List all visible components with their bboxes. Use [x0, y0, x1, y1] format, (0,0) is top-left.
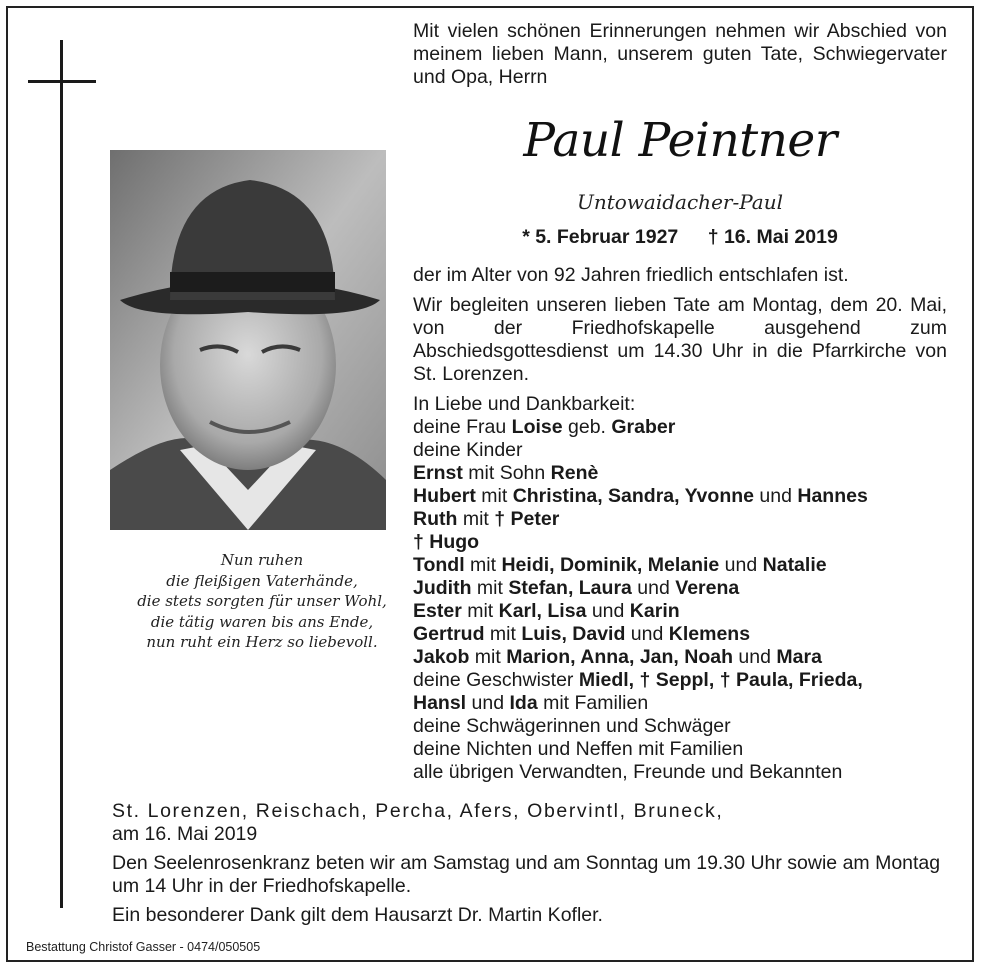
- verse-line: Nun ruhen: [220, 551, 304, 569]
- places: St. Lorenzen, Reischach, Percha, Afers, Obervintl, Bruneck,: [112, 800, 724, 822]
- nickname: Untowaidacher-Paul: [577, 190, 783, 214]
- thanks-line: Ein besonderer Dank gilt dem Hausarzt Dr. Martin Kofler.: [112, 904, 603, 926]
- undertaker-credit: Bestattung Christof Gasser - 0474/050505: [26, 940, 261, 954]
- others-line: alle übrigen Verwandten, Freunde und Bekannten: [413, 761, 843, 783]
- family-line: Ruth mit † Peter: [413, 508, 560, 530]
- age-line: der im Alter von 92 Jahren friedlich entschlafen ist.: [413, 264, 849, 286]
- place-and-date: [112, 800, 952, 846]
- funeral-details: Wir begleiten unseren lieben Tate am Montag, dem 20. Mai, von der Friedhofskapelle ausgehend zum Abschiedsgottesdienst um 14.30 Uhr in die Pfarrkirche von St. Lorenzen.: [413, 294, 947, 385]
- family-line: Gertrud mit Luis, David und Klemens: [413, 623, 751, 645]
- announcement-date: am 16. Mai 2019: [112, 823, 258, 845]
- family-line: Ester mit Karl, Lisa und Karin: [413, 600, 680, 622]
- memorial-verse: [110, 550, 414, 653]
- rosary-info: Den Seelenrosenkranz beten wir am Samstag und am Sonntag um 19.30 Uhr sowie am Montag um 14 Uhr in der Friedhofskapelle.: [112, 852, 941, 897]
- children-heading: deine Kinder: [413, 439, 523, 461]
- family-line: Hubert mit Christina, Sandra, Yvonne und Hannes: [413, 485, 868, 507]
- cross-icon-vertical: [60, 40, 63, 908]
- siblings-line: Hansl und Ida mit Familien: [413, 692, 649, 714]
- death-date: † 16. Mai 2019: [707, 226, 838, 248]
- birth-date: * 5. Februar 1927: [522, 226, 679, 248]
- inlaws-line: deine Schwägerinnen und Schwäger: [413, 715, 731, 737]
- footer-text: [112, 800, 952, 933]
- verse-line: die fleißigen Vaterhände,: [166, 571, 358, 590]
- family-line: Jakob mit Marion, Anna, Jan, Noah und Mara: [413, 646, 822, 668]
- cross-icon-horizontal: [28, 80, 96, 83]
- verse-line: die stets sorgten für unser Wohl,: [137, 592, 387, 610]
- nieces-line: deine Nichten und Neffen mit Familien: [413, 738, 744, 760]
- portrait-photo: [110, 150, 386, 530]
- family-wife: deine Frau Loise geb. Graber: [413, 416, 676, 438]
- deceased-name: Paul Peintner: [523, 113, 837, 168]
- verse-line: nun ruht ein Herz so liebevoll.: [146, 633, 378, 651]
- family-line: Ernst mit Sohn Renè: [413, 462, 599, 484]
- family-line: † Hugo: [413, 531, 480, 553]
- intro-text: Mit vielen schönen Erinnerungen nehmen wir Abschied von meinem lieben Mann, unserem guten Tate, Schwiegervater und Opa, Herrn: [413, 20, 947, 88]
- main-text: [413, 264, 947, 784]
- verse-line: die tätig waren bis ans Ende,: [150, 612, 374, 631]
- family-line: Tondl mit Heidi, Dominik, Melanie und Natalie: [413, 554, 827, 576]
- life-dates: [413, 226, 947, 249]
- family-list: [413, 393, 947, 784]
- family-line: Judith mit Stefan, Laura und Verena: [413, 577, 740, 599]
- family-heading: In Liebe und Dankbarkeit:: [413, 393, 636, 415]
- siblings-line: deine Geschwister Miedl, † Seppl, † Paula, Frieda,: [413, 669, 863, 691]
